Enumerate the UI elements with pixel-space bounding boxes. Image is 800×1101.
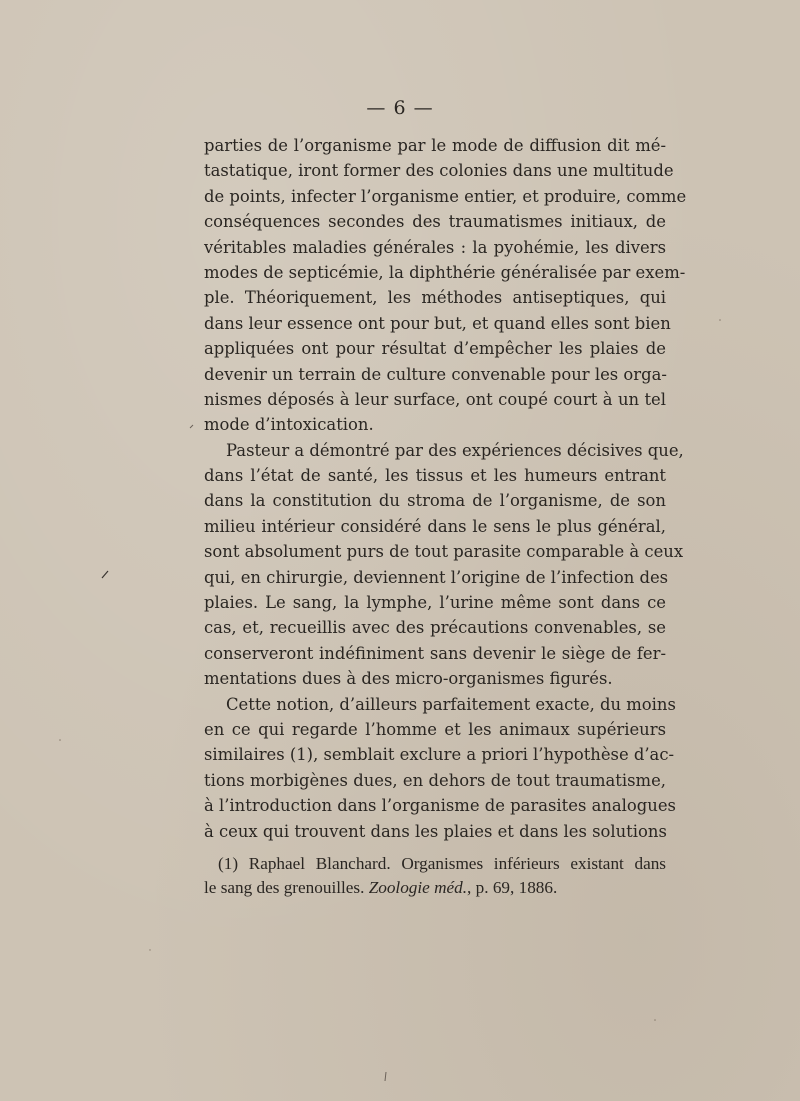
footnote-line: (1) Raphael Blanchard. Organismes inférieurs existant dans (218, 854, 666, 873)
text-line: de points, infecter l’organisme entier, et produire, comme (204, 186, 687, 206)
footnote-text: le sang des grenouilles. (204, 878, 365, 897)
text-line: ple. Théoriquement, les méthodes antiseptiques, qui (204, 288, 666, 308)
text-line: mentations dues à des micro-organismes figurés. (204, 669, 613, 689)
footnote-text: , p. 69, 1886. (467, 878, 558, 897)
text-line: à ceux qui trouvent dans les plaies et dans les solutions (204, 821, 667, 841)
text-line: parties de l’organisme par le mode de diffusion dit mé- (204, 136, 666, 155)
text-line: appliquées ont pour résultat d’empêcher les plaies de (204, 339, 666, 359)
text-line: milieu intérieur considéré dans le sens le plus général, (204, 516, 666, 536)
text-line: mode d’intoxication. (204, 415, 374, 435)
text-line: devenir un terrain de culture convenable pour les orga- (204, 364, 667, 384)
speck (719, 319, 721, 321)
text-line: conséquences secondes des traumatismes initiaux, de (204, 212, 666, 232)
text-line: qui, en chirurgie, deviennent l’origine de l’infection des (204, 567, 669, 587)
paragraph-start: Cette notion, d’ailleurs parfaitement exacte, du moins (226, 694, 676, 714)
text-line: similaires (1), semblait exclure a priori l’hypothèse d’ac- (204, 745, 675, 765)
text-line: cas, et, recueillis avec des précautions convenables, se (204, 618, 666, 638)
footnote-journal: Zoologie méd. (368, 878, 468, 897)
text-line: dans la constitution du stroma de l’organisme, de son (204, 491, 666, 511)
paragraph-start: Pasteur a démontré par des expériences décisives que, (226, 440, 684, 460)
text-line: sont absolument purs de tout parasite comparable à ceux (204, 542, 684, 562)
pencil-mark (385, 1072, 386, 1081)
speck (59, 739, 61, 741)
text-line: nismes déposés à leur surface, ont coupé court à un tel (204, 389, 666, 409)
text-line: plaies. Le sang, la lymphe, l’urine même sont dans ce (204, 593, 666, 613)
text-line: modes de septicémie, la diphthérie généralisée par exem- (204, 262, 686, 282)
footnote (204, 852, 666, 900)
speck (149, 949, 150, 950)
speck (654, 1019, 656, 1021)
text-line: dans leur essence ont pour but, et quand elles sont bien (204, 313, 671, 333)
text-line: en ce qui regarde l’homme et les animaux supérieurs (204, 719, 666, 739)
footnote-line (204, 876, 666, 900)
body-text (204, 133, 687, 844)
pencil-mark (190, 425, 193, 428)
text-line: à l’introduction dans l’organisme de parasites analogues (204, 796, 676, 816)
text-line: véritables maladies générales : la pyohémie, les divers (204, 237, 666, 257)
text-line: tions morbigènes dues, en dehors de tout traumatisme, (204, 770, 666, 790)
page-number: — 6 — (366, 97, 434, 119)
text-line: conserveront indéfiniment sans devenir le siège de fer- (204, 643, 666, 663)
text-line: tastatique, iront former des colonies dans une multitude (204, 161, 674, 181)
text-line: dans l’état de santé, les tissus et les humeurs entrant (204, 466, 666, 486)
pencil-mark (102, 571, 108, 578)
